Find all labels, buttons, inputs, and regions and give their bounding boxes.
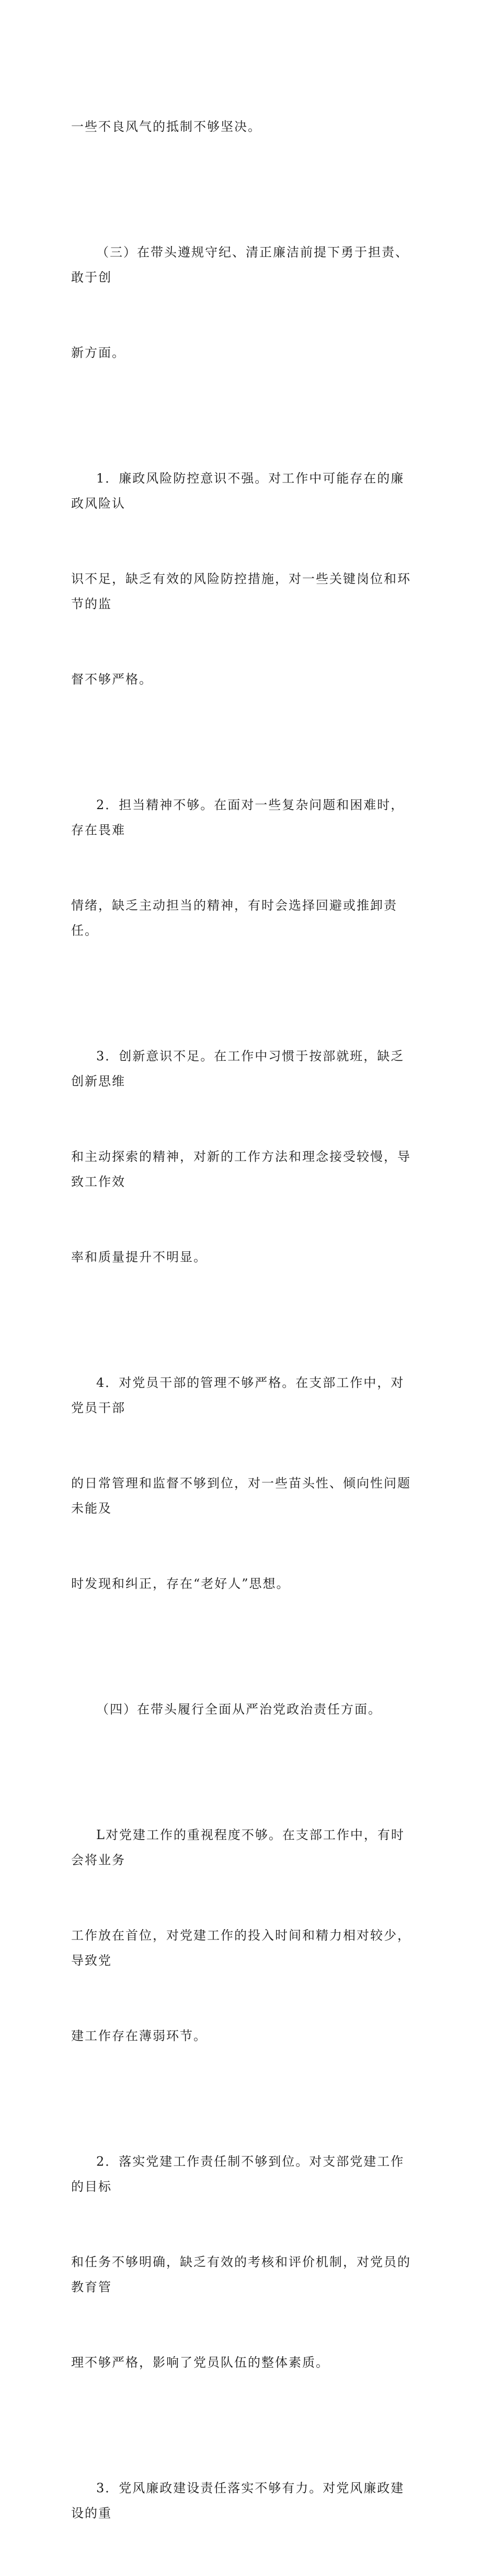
text-line: 新方面。 xyxy=(71,345,125,360)
text-line: 的日常管理和监督不够到位，对一些苗头性、倾向性问题未能及 xyxy=(71,1476,411,1516)
text-line: 3．创新意识不足。在工作中习惯于按部就班，缺乏创新思维 xyxy=(71,1049,405,1089)
document-body xyxy=(71,64,413,2576)
text-line: 一些不良风气的抵制不够坚决。 xyxy=(71,119,261,134)
item-1-paragraph xyxy=(71,416,413,742)
text-line: 2．担当精神不够。在面对一些复杂问题和困难时，存在畏难 xyxy=(71,798,405,837)
text-line: 时发现和纠正，存在“老好人”思想。 xyxy=(71,1576,290,1591)
section-heading-4 xyxy=(71,1647,413,1772)
text-line: （四）在带头履行全面从严治党政治责任方面。 xyxy=(96,1702,382,1717)
item-3-paragraph xyxy=(71,993,413,1320)
text-line: 和主动探索的精神，对新的工作方法和理念接受较慢，导致工作效 xyxy=(71,1149,411,1189)
text-line: 理不够严格，影响了党员队伍的整体素质。 xyxy=(71,2355,329,2370)
paragraph-0 xyxy=(71,64,413,189)
text-line: 2．落实党建工作责任制不够到位。对支部党建工作的目标 xyxy=(71,2154,405,2194)
section-heading-3 xyxy=(71,189,413,416)
text-line: 情绪，缺乏主动担当的精神，有时会选择回避或推卸责任。 xyxy=(71,898,397,938)
item-L-paragraph xyxy=(71,1772,413,2099)
text-line: 1．廉政风险防控意识不强。对工作中可能存在的廉政风险认 xyxy=(71,471,405,511)
text-line: L对党建工作的重视程度不够。在支部工作中，有时会将业务 xyxy=(71,1828,405,1867)
text-line: 建工作存在薄弱环节。 xyxy=(71,2029,207,2043)
text-line: 督不够严格。 xyxy=(71,672,153,687)
text-line: 率和质量提升不明显。 xyxy=(71,1250,207,1264)
item-4-paragraph xyxy=(71,1320,413,1647)
text-line: 工作放在首位，对党建工作的投入时间和精力相对较少，导致党 xyxy=(71,1928,411,1968)
item-2b-paragraph xyxy=(71,2099,413,2425)
item-3b-paragraph xyxy=(71,2425,413,2576)
text-line: 和任务不够明确，缺乏有效的考核和评价机制，对党员的教育管 xyxy=(71,2255,411,2294)
text-line: 4．对党员干部的管理不够严格。在支部工作中，对党员干部 xyxy=(71,1375,405,1415)
text-line: 3．党风廉政建设责任落实不够有力。对党风廉政建设的重 xyxy=(71,2481,405,2521)
text-line: 识不足，缺乏有效的风险防控措施，对一些关键岗位和环节的监 xyxy=(71,572,411,611)
text-line: （三）在带头遵规守纪、清正廉洁前提下勇于担责、敢于创 xyxy=(71,245,409,285)
item-2-paragraph xyxy=(71,742,413,993)
